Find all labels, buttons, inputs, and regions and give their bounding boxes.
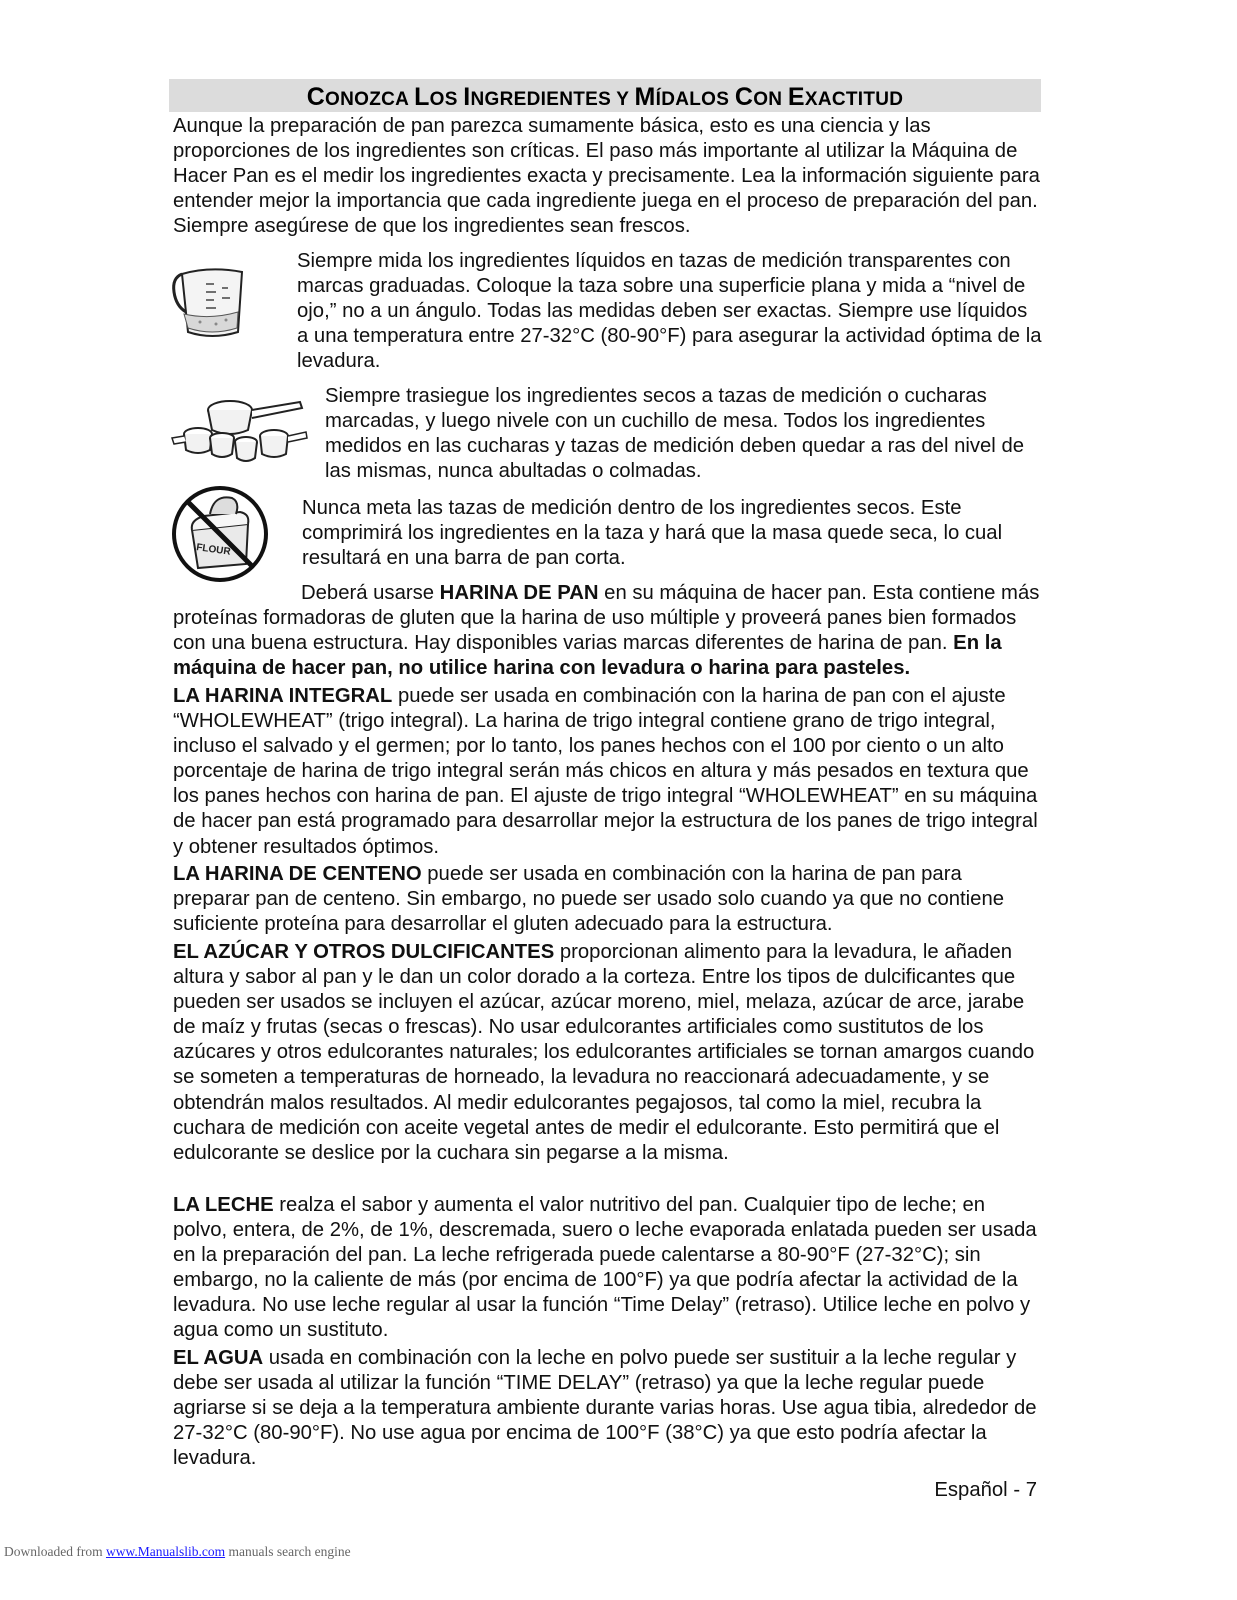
milk-paragraph: LA LECHE realza el sabor y aumenta el valor nutritivo del pan. Cualquier tipo de leche; en polvo, entera, de 2%, de 1%, descremada, suero o leche evaporada enlatada pueden ser usada en la preparación del pan. La leche refrigerada puede calentarse a 80-90°F (27-32°C); sin embargo, no la caliente de más (por encima de 100°F) ya que podría afectar la actividad de la levadura. No use leche regular al usar la función “Time Delay” (retraso). Utilice leche en polvo y agua como un sustituto. xyxy=(173,1194,1037,1342)
never-paragraph xyxy=(173,496,1043,571)
flour-paragraph: Deberá usarse HARINA DE PAN en su máquina de hacer pan. Esta contiene más proteínas formadoras de gluten que la harina de uso múltiple y proveerá panes bien formados con una buena estructura. Hay disponibles varias marcas diferentes de harina de pan. En la máquina de hacer pan, no utilice harina con levadura o harina para pasteles. xyxy=(173,582,1040,680)
never-text: Nunca meta las tazas de medición dentro de los ingredientes secos. Este comprimirá los ingredientes en la taza y hará que la masa quede seca, lo cual resultará en una barra de pan corta. xyxy=(302,497,1003,570)
sugar-paragraph: EL AZÚCAR Y OTROS DULCIFICANTES proporcionan alimento para la levadura, le añaden altura y sabor al pan y le dan un color dorado a la corteza. Entre los tipos de dulcificantes que pueden ser usados se incluyen el azúcar, azúcar moreno, miel, melaza, azúcar de arce, jarabe de maíz y frutas (secas o frescas). No usar edulcorantes artificiales como sustitutos de los azúcares y otros edulcorantes naturales; los edulcorantes artificiales se tornan amargos cuando se someten a temperaturas de horneado, la levadura no reaccionará adecuadamente, y se obtendrán malos resultados. Al medir edulcorantes pegajosos, tal como la miel, recubra la cuchara de medición con aceite vegetal antes de medir el edulcorante. Esto permitirá que el edulcorante se deslice por la cuchara sin pegarse a la misma. xyxy=(173,941,1035,1164)
section-title-bar xyxy=(169,79,1041,112)
download-footer: Downloaded from www.Manualslib.com manuals search engine xyxy=(4,1544,351,1559)
rye-paragraph: LA HARINA DE CENTENO puede ser usada en combinación con la harina de pan para preparar pan de centeno. Sin embargo, no puede ser usado solo cuando ya que no contiene suficiente proteína para desarrollar el gluten adecuado para la estructura. xyxy=(173,863,1005,936)
liquids-text: Siempre mida los ingredientes líquidos en tazas de medición transparentes con marcas graduadas. Coloque la taza sobre una superficie plana y mida a “nivel de ojo,” no a un ángulo. Todas las medidas deben ser exactas. Siempre use líquidos a una temperatura entre 27-32°C (80-90°F) para asegurar la actividad óptima de la levadura. xyxy=(297,250,1042,373)
page-number: Español - 7 xyxy=(934,1479,1037,1501)
dry-paragraph xyxy=(173,384,1043,484)
water-paragraph: EL AGUA usada en combinación con la leche en polvo puede ser sustituir a la leche regular y debe ser usada al utilizar la función “TIME DELAY” (retraso) ya que la leche regular puede agriarse si se deja a la temperatura ambiente durante varias horas. Use agua tibia, alrededor de 27-32°C (80-90°F). No use agua por encima de 100°F (38°C) ya que esto podría afectar la levadura. xyxy=(173,1347,1037,1470)
wholewheat-paragraph: LA HARINA INTEGRAL puede ser usada en combinación con la harina de pan con el ajuste “WHOLEWHEAT” (trigo integral). La harina de trigo integral contiene grano de trigo integral, incluso el salvado y el germen; por lo tanto, los panes hechos con el 100 por ciento o un alto porcentaje de harina de trigo integral serán más chicos en altura y más pesados en textura que los panes hechos con harina de pan. El ajuste de trigo integral “WHOLEWHEAT” en su máquina de hacer pan está programado para desarrollar mejor la estructura de los panes de trigo integral y obtener resultados óptimos. xyxy=(173,685,1038,858)
manualslib-link[interactable]: www.Manualslib.com xyxy=(105,1544,226,1559)
liquids-paragraph xyxy=(173,249,1043,374)
flour-label: FLOUR xyxy=(195,542,232,558)
intro-paragraph: Aunque la preparación de pan parezca sumamente básica, esto es una ciencia y las proporciones de los ingredientes son críticas. El paso más importante al utilizar la Máquina de Hacer Pan es el medir los ingredientes exacta y precisamente. Lea la información siguiente para entender mejor la importancia que cada ingrediente juega en el proceso de preparación del pan. Siempre asegúrese de que los ingredientes sean frescos. xyxy=(173,115,1040,238)
dry-text: Siempre trasiegue los ingredientes secos a tazas de medición o cucharas marcadas, y luego nivele con un cuchillo de mesa. Todos los ingredientes medidos en las cucharas y tazas de medición deben quedar a ras del nivel de las mismas, nunca abultadas o colmadas. xyxy=(325,385,1024,483)
section-title: CONOZCA LOS INGREDIENTES Y MÍDALOS CON EXACTITUD xyxy=(306,83,904,111)
